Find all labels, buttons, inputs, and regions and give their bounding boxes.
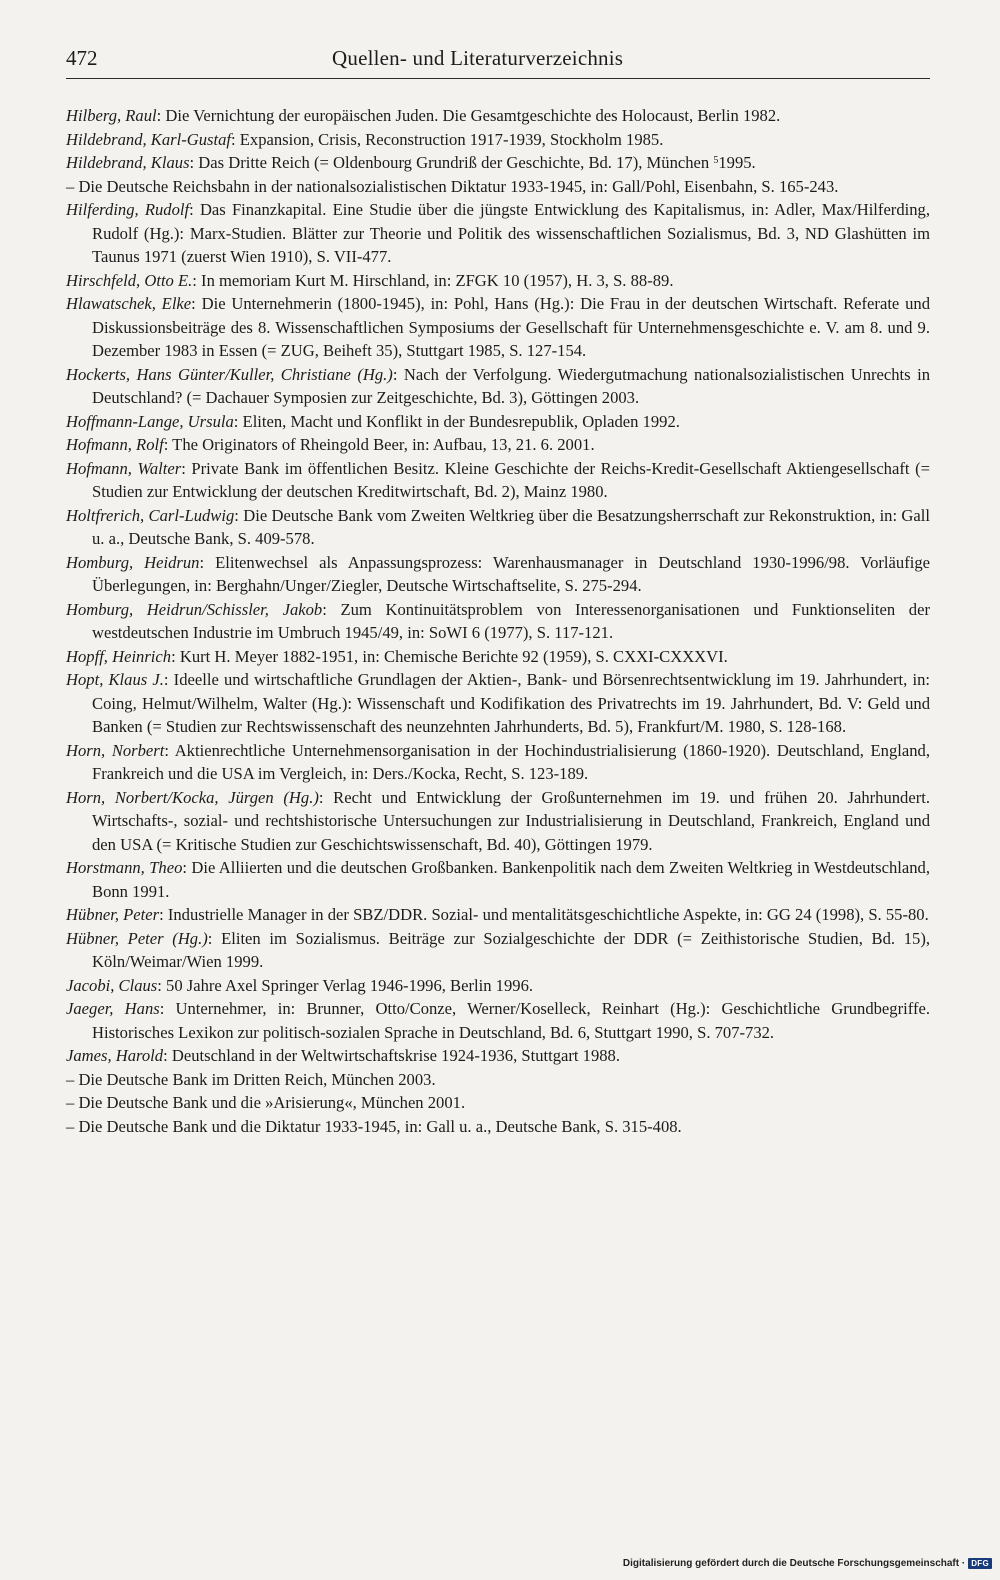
entry-text: – Die Deutsche Bank im Dritten Reich, München 2003.	[66, 1069, 436, 1089]
entry-text: : Kurt H. Meyer 1882-1951, in: Chemische Berichte 92 (1959), S. CXXI-CXXXVI.	[171, 646, 728, 666]
entry-author: Homburg, Heidrun	[66, 552, 200, 572]
entry-text: : Eliten, Macht und Konflikt in der Bundesrepublik, Opladen 1992.	[233, 411, 680, 431]
entry-author: Horn, Norbert	[66, 740, 165, 760]
bibliography-entry	[66, 1044, 930, 1068]
entry-text: : Recht und Entwicklung der Großunternehmen im 19. und frühen 20. Jahrhundert. Wirtschafts-, sozial- und rechtshistorische Untersuchungen zur Industrialisierung in Deutschland, Frankreich, England und den USA (= Kritische Studien zur Geschichtswissenschaft, Bd. 40), Göttingen 1979.	[92, 787, 930, 854]
entry-author: Hildebrand, Karl-Gustaf	[66, 129, 232, 149]
bibliography-entry	[66, 457, 930, 504]
bibliography-list	[66, 104, 930, 1138]
entry-text-continued: 1995.	[718, 153, 756, 172]
entry-author: Hopff, Heinrich	[66, 646, 172, 666]
entry-author: Hofmann, Walter	[66, 458, 182, 478]
entry-text: : Zum Kontinuitätsproblem von Interessenorganisationen und Funktionseliten der westdeutschen Industrie im Umbruch 1945/49, in: SoWI 6 (1977), S. 117-121.	[92, 599, 930, 642]
edition-superscript: 5	[713, 155, 719, 166]
bibliography-entry	[66, 903, 930, 927]
entry-author: Holtfrerich, Carl-Ludwig	[66, 505, 235, 525]
bibliography-entry	[66, 151, 930, 175]
bibliography-entry	[66, 1091, 930, 1115]
entry-text: : Industrielle Manager in der SBZ/DDR. Sozial- und mentalitätsgeschichtliche Aspekte, in: GG 24 (1998), S. 55-80.	[159, 905, 929, 924]
entry-text: : Nach der Verfolgung. Wiedergutmachung nationalsozialistischen Unrechts in Deutschland? (= Dachauer Symposien zur Zeitgeschichte, Bd. 3), Göttingen 2003.	[92, 364, 930, 407]
bibliography-entry	[66, 739, 930, 786]
entry-text: : Die Unternehmerin (1800-1945), in: Pohl, Hans (Hg.): Die Frau in der deutschen Wirtschaft. Referate und Diskussionsbeiträge des 8. Wissenschaftlichen Symposiums der Gesellschaft für Unternehmensgeschichte e. V. am 8. und 9. Dezember 1983 in Essen (= ZUG, Beiheft 35), Stuttgart 1985, S. 127-154.	[92, 294, 930, 360]
entry-text: : In memoriam Kurt M. Hirschland, in: ZFGK 10 (1957), H. 3, S. 88-89.	[192, 270, 674, 290]
footer-text: Digitalisierung gefördert durch die Deutsche Forschungsgemeinschaft ·	[622, 1558, 966, 1569]
bibliography-entry	[66, 363, 930, 410]
bibliography-entry	[66, 997, 930, 1044]
entry-author: Jacobi, Claus	[66, 975, 158, 995]
bibliography-entry	[66, 786, 930, 857]
entry-text: : Das Finanzkapital. Eine Studie über die jüngste Entwicklung des Kapitalismus, in: Adler, Max/Hilferding, Rudolf (Hg.): Marx-Studien. Blätter zur Theorie und Politik des wissenschaftlichen Sozialismus, Bd. 3, ND Glashütten im Taunus 1971 (zuerst Wien 1910), S. VII-477.	[92, 200, 930, 266]
bibliography-entry	[66, 175, 930, 199]
entry-author: Hildebrand, Klaus	[66, 153, 190, 172]
bibliography-entry	[66, 856, 930, 903]
bibliography-entry	[66, 269, 930, 293]
bibliography-entry	[66, 504, 930, 551]
entry-text: – Die Deutsche Bank und die »Arisierung«, München 2001.	[66, 1093, 466, 1112]
entry-author: Hilberg, Raul	[66, 106, 157, 125]
entry-text: : Aktienrechtliche Unternehmensorganisation in der Hochindustrialisierung (1860-1920). Deutschland, England, Frankreich und die USA im Vergleich, in: Ders./Kocka, Recht, S. 123-189.	[92, 740, 930, 783]
bibliography-entry	[66, 645, 930, 669]
entry-text: : Ideelle und wirtschaftliche Grundlagen der Aktien-, Bank- und Börsenrechtsentwicklung im 19. Jahrhundert, in: Coing, Helmut/Wilhelm, Walter (Hg.): Wissenschaft und Kodifikation des Privatrechts im 19. Jahrhundert, Bd. V: Geld und Banken (= Studien zur Rechtswissenschaft des neunzehnten Jahrhunderts, Bd. 5), Frankfurt/M. 1980, S. 128-168.	[92, 670, 930, 736]
entry-author: Jaeger, Hans	[66, 999, 160, 1018]
entry-author: Horn, Norbert/Kocka, Jürgen (Hg.)	[66, 787, 319, 807]
entry-text: : Die Deutsche Bank vom Zweiten Weltkrieg über die Besatzungsherrschaft zur Rekonstruktion, in: Gall u. a., Deutsche Bank, S. 409-578.	[92, 505, 930, 548]
bibliography-entry	[66, 1068, 930, 1092]
entry-author: Hopt, Klaus J.	[66, 670, 164, 689]
bibliography-entry	[66, 198, 930, 269]
entry-author: Hübner, Peter	[66, 905, 160, 924]
entry-author: Hofmann, Rolf	[66, 435, 164, 454]
entry-author: James, Harold	[66, 1046, 164, 1065]
entry-text: : Private Bank im öffentlichen Besitz. Kleine Geschichte der Reichs-Kredit-Gesellschaft Aktiengesellschaft (= Studien zur Entwicklung der deutschen Kreditwirtschaft, Bd. 2), Mainz 1980.	[92, 458, 930, 501]
entry-text: : Expansion, Crisis, Reconstruction 1917-1939, Stockholm 1985.	[231, 129, 664, 149]
bibliography-entry	[66, 292, 930, 363]
footer-credit	[623, 1558, 992, 1569]
bibliography-entry	[66, 128, 930, 152]
entry-text: : Die Alliierten und die deutschen Großbanken. Bankenpolitik nach dem Zweiten Weltkrieg in Westdeutschland, Bonn 1991.	[92, 858, 930, 901]
bibliography-entry	[66, 927, 930, 974]
entry-text: : Die Vernichtung der europäischen Juden. Die Gesamtgeschichte des Holocaust, Berlin 1982.	[156, 106, 781, 125]
entry-text: : 50 Jahre Axel Springer Verlag 1946-1996, Berlin 1996.	[157, 975, 534, 995]
bibliography-entry	[66, 551, 930, 598]
entry-text: : Elitenwechsel als Anpassungsprozess: Warenhausmanager in Deutschland 1930-1996/98. Vorläufige Überlegungen, in: Berghahn/Unger/Ziegler, Deutsche Wirtschaftselite, S. 275-294.	[92, 552, 930, 595]
bibliography-entry	[66, 668, 930, 739]
page-header	[66, 42, 930, 79]
dfg-logo: DFG	[968, 1558, 992, 1569]
entry-text: : Deutschland in der Weltwirtschaftskrise 1924-1936, Stuttgart 1988.	[163, 1046, 621, 1065]
entry-author: Hilferding, Rudolf	[66, 200, 190, 219]
entry-text: – Die Deutsche Reichsbahn in der nationalsozialistischen Diktatur 1933-1945, in: Gall/Pohl, Eisenbahn, S. 165-243.	[66, 176, 839, 196]
bibliography-entry	[66, 410, 930, 434]
bibliography-entry	[66, 433, 930, 457]
entry-author: Homburg, Heidrun/Schissler, Jakob	[66, 599, 323, 619]
entry-author: Hoffmann-Lange, Ursula	[66, 411, 234, 431]
page-number: 472	[66, 46, 98, 70]
entry-author: Hübner, Peter (Hg.)	[66, 928, 208, 948]
entry-text: : Unternehmer, in: Brunner, Otto/Conze, Werner/Koselleck, Reinhart (Hg.): Geschichtliche Grundbegriffe. Historisches Lexikon zur politisch-sozialen Sprache in Deutschland, Bd. 6, Stuttgart 1990, S. 707-732.	[92, 999, 931, 1042]
entry-text: : Das Dritte Reich (= Oldenbourg Grundriß der Geschichte, Bd. 17), München	[189, 153, 714, 172]
entry-author: Hockerts, Hans Günter/Kuller, Christiane (Hg.)	[66, 364, 393, 384]
running-title: Quellen- und Literaturverzeichnis	[332, 46, 624, 70]
entry-text: : Eliten im Sozialismus. Beiträge zur Sozialgeschichte der DDR (= Zeithistorische Studien, Bd. 15), Köln/Weimar/Wien 1999.	[92, 928, 931, 971]
entry-author: Horstmann, Theo	[66, 858, 183, 877]
bibliography-entry	[66, 598, 930, 645]
bibliography-entry	[66, 104, 930, 128]
entry-author: Hirschfeld, Otto E.	[66, 270, 193, 290]
entry-text: : The Originators of Rheingold Beer, in: Aufbau, 13, 21. 6. 2001.	[163, 435, 595, 454]
bibliography-entry	[66, 1115, 930, 1139]
bibliography-entry	[66, 974, 930, 998]
entry-text: – Die Deutsche Bank und die Diktatur 1933-1945, in: Gall u. a., Deutsche Bank, S. 315-408.	[66, 1116, 682, 1136]
entry-author: Hlawatschek, Elke	[66, 294, 192, 313]
